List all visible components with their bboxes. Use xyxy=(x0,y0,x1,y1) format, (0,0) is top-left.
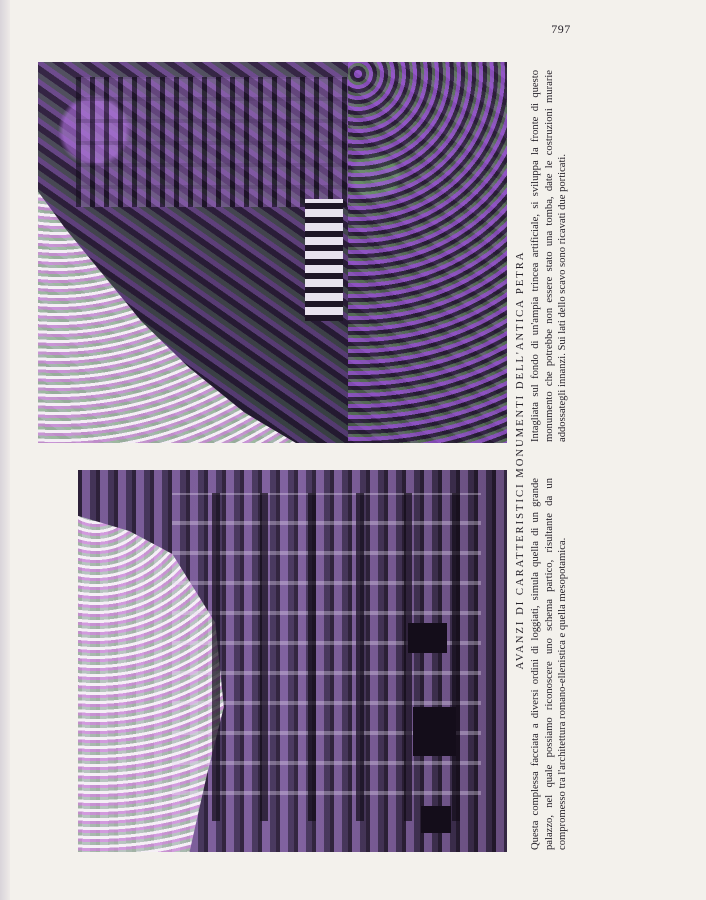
loggia-tiers xyxy=(172,493,481,822)
carved-columns xyxy=(305,199,343,321)
carved-facade xyxy=(76,77,348,207)
facade-opening xyxy=(413,707,456,757)
page-number: 797 xyxy=(551,22,571,36)
caption-left-text: Questa complessa facciata a diversi ordini di loggiati, simula quella di un grande palazzo, nel quale possiamo riconoscere uno schema partico, risultante da un compromesso tra l'architettura romano-ellenistica e quella mesopotamica. xyxy=(530,478,569,850)
facade-opening xyxy=(421,806,451,833)
figure-caption xyxy=(515,70,587,850)
petra-rock-facade-photo xyxy=(38,62,507,443)
petra-palace-tomb-photo xyxy=(78,470,507,852)
caption-title: AVANZI DI CARATTERISTICI MONUMENTI DELL'ANTICA PETRA xyxy=(515,250,526,670)
page-edge xyxy=(0,0,10,900)
caption-right-text: Intagliata sul fondo di un'ampia trincea artificiale, si sviluppa la fronte di questo monumento che potrebbe non essere stato una tomba, date le costruzioni murarie addossategli innanzi. Sui lati dello scavo sono ricavati due porticati. xyxy=(530,70,569,442)
caption-columns xyxy=(529,70,570,850)
rubble-foreground xyxy=(348,62,507,443)
facade-opening xyxy=(408,623,447,654)
